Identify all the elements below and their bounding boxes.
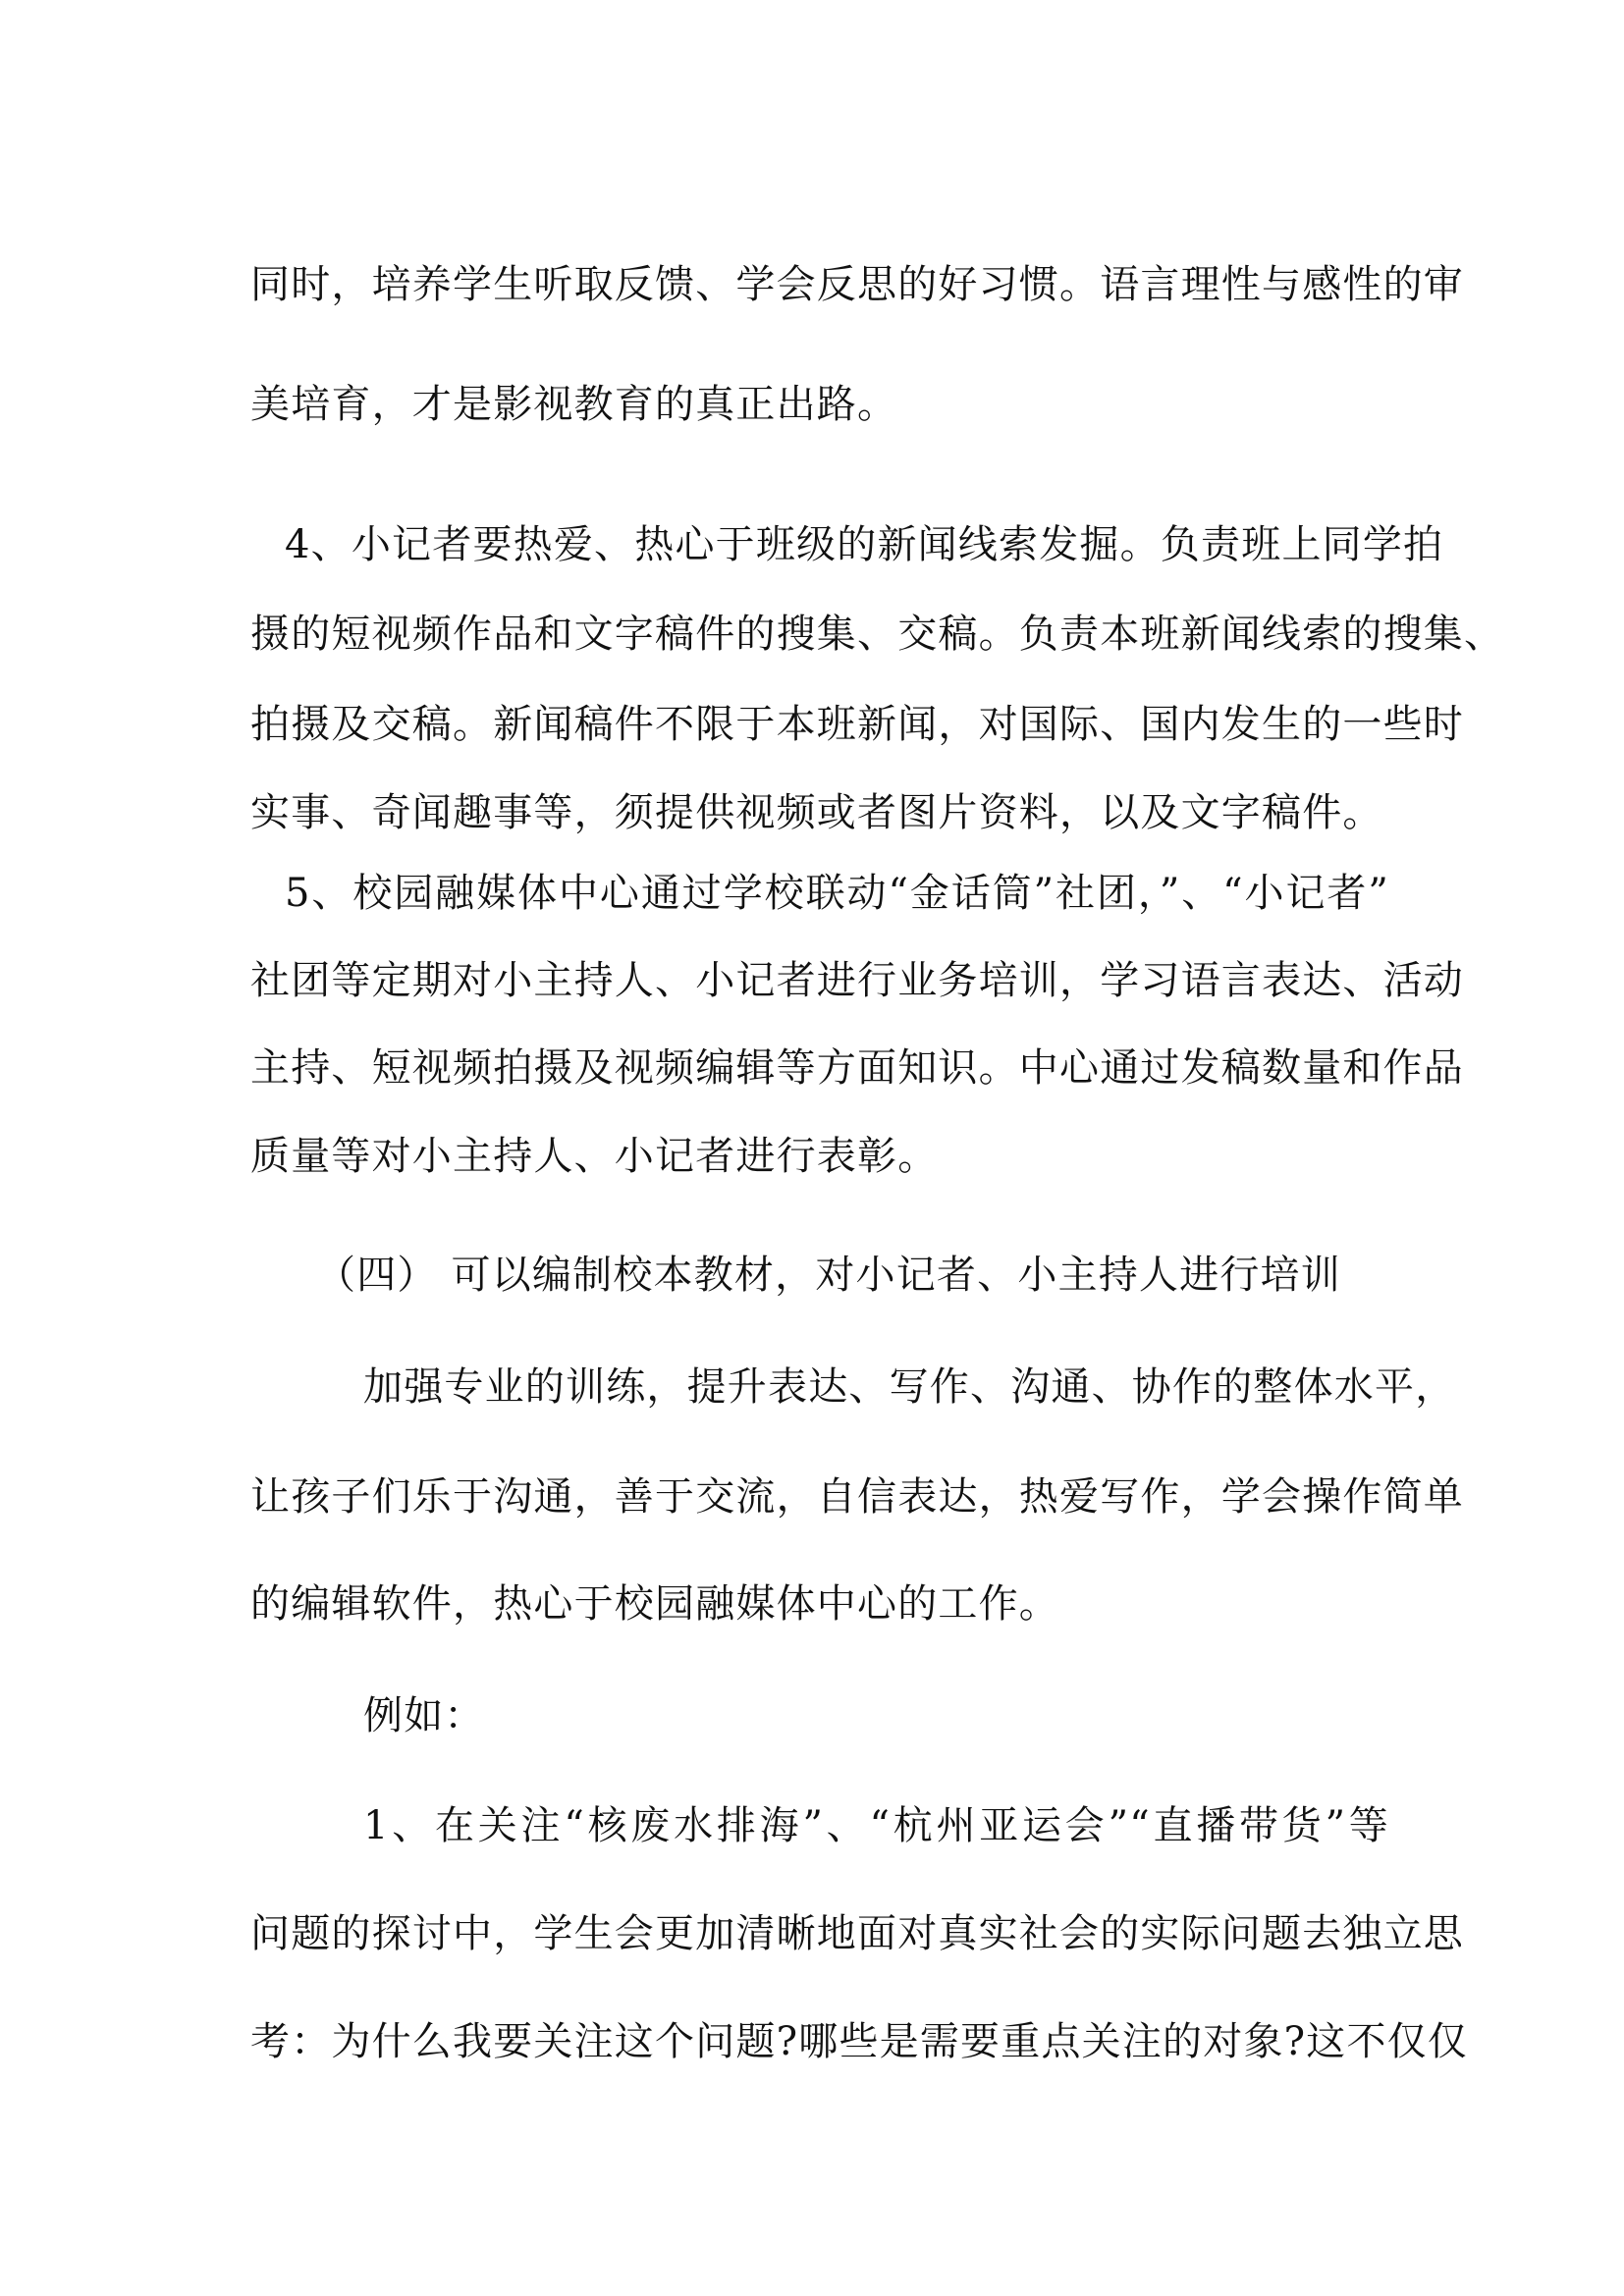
paragraph-line: 让孩子们乐于沟通，善于交流，自信表达，热爱写作，学会操作简单 xyxy=(250,1474,1464,1520)
section-heading: （四） 可以编制校本教材，对小记者、小主持人进行培训 xyxy=(316,1253,1341,1298)
paragraph-line: 4、小记者要热爱、热心于班级的新闻线索发掘。负责班上同学拍 xyxy=(285,522,1444,567)
paragraph-line: 质量等对小主持人、小记者进行表彰。 xyxy=(250,1134,939,1179)
paragraph-line: 5、校园融媒体中心通过学校联动“金话筒”社团，”、“小记者” xyxy=(285,871,1389,916)
paragraph-line: 例如： xyxy=(363,1693,485,1738)
paragraph-line: 拍摄及交稿。新闻稿件不限于本班新闻，对国际、国内发生的一些时 xyxy=(250,702,1464,747)
paragraph-line: 1、在关注“核废水排海”、“杭州亚运会”“直播带货”等 xyxy=(363,1803,1389,1848)
paragraph-line: 加强专业的训练，提升表达、写作、沟通、协作的整体水平， xyxy=(363,1364,1456,1410)
paragraph-line: 同时，培养学生听取反馈、学会反思的好习惯。语言理性与感性的审 xyxy=(250,262,1464,307)
paragraph-line: 考：为什么我要关注这个问题?哪些是需要重点关注的对象?这不仅仅 xyxy=(250,2019,1469,2064)
paragraph-line: 社团等定期对小主持人、小记者进行业务培训，学习语言表达、活动 xyxy=(250,958,1464,1003)
paragraph-line: 主持、短视频拍摄及视频编辑等方面知识。中心通过发稿数量和作品 xyxy=(250,1045,1464,1091)
paragraph-line: 的编辑软件，热心于校园融媒体中心的工作。 xyxy=(250,1581,1059,1627)
paragraph-line: 摄的短视频作品和文字稿件的搜集、交稿。负责本班新闻线索的搜集、 xyxy=(250,612,1505,657)
paragraph-line: 问题的探讨中，学生会更加清晰地面对真实社会的实际问题去独立思 xyxy=(250,1911,1464,1956)
paragraph-line: 美培育，才是影视教育的真正出路。 xyxy=(250,382,898,427)
paragraph-line: 实事、奇闻趣事等，须提供视频或者图片资料，以及文字稿件。 xyxy=(250,790,1383,835)
